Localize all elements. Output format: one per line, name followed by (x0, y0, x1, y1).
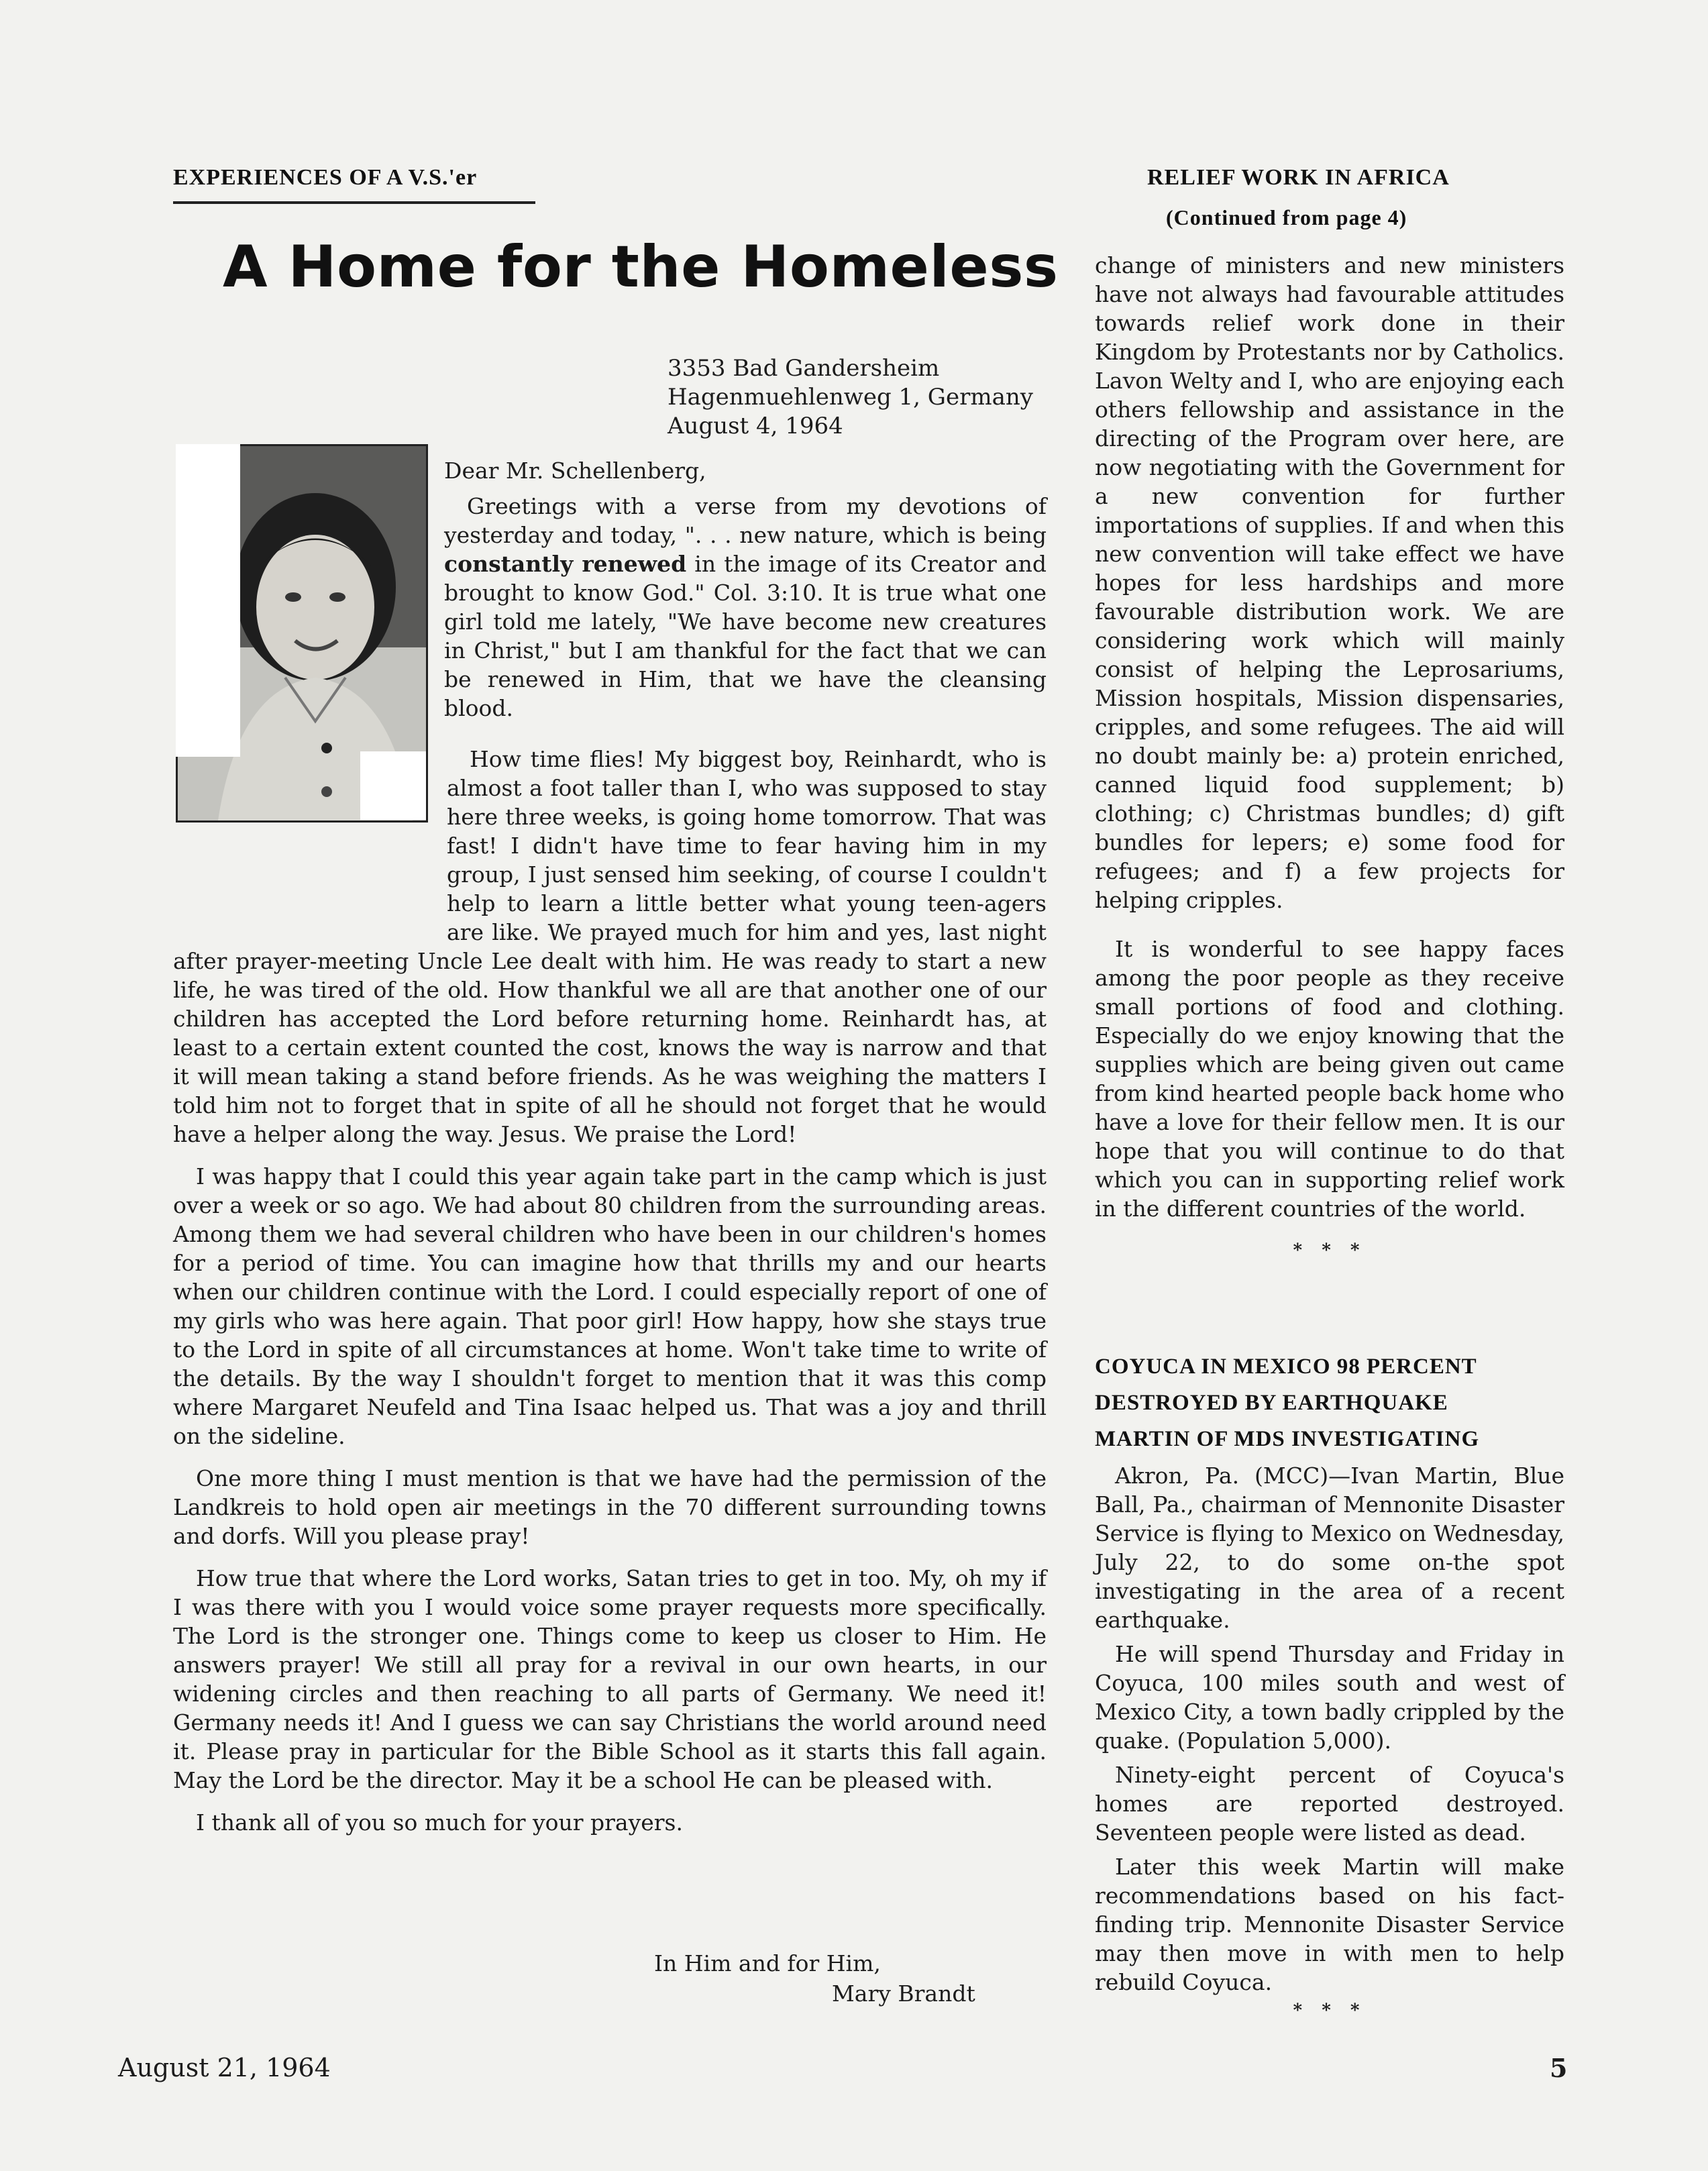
paragraph: I was happy that I could this year again take part in the camp which is just over a week or so ago. We had about 80 children from the surrounding areas. Among them we had several children who have been in our children's homes for a period of time. You can imagine how that thrills my and our hearts when our children continue with the Lord. I could especially report of one of my girls who was here again. That poor girl! How happy, how she stays true to the Lord in spite of all circumstances at home. Won't take time to write of the details. By the way I shouldn't forget to mention that it was this comp where Margaret Neufeld and Tina Isaac helped us. That was a joy and thrill on the sideline. (173, 1163, 1047, 1449)
signature: Mary Brandt (832, 1980, 975, 2007)
paragraph: I thank all of you so much for your prayers. (196, 1809, 683, 1836)
paragraph: Ninety-eight percent of Coyuca's homes are reported destroyed. Seventeen people were listed as dead. (1095, 1762, 1564, 1846)
section-divider-stars: * * * (1293, 2001, 1367, 2021)
right-subheading: (Continued from page 4) (1166, 205, 1407, 229)
paragraph-text: in the image of its Creator and brought to know God." Col. 3:10. It is true what one girl told me lately, "We have become new creatures in Christ," but I am thankful for the fact that we can be renewed in Him, that we have the cleansing blood. (444, 551, 1047, 721)
letter-body-top (444, 456, 1047, 723)
paragraph: Akron, Pa. (MCC)—Ivan Martin, Blue Ball, Pa., chairman of Mennonite Disaster Service is flying to Mexico on Wednesday, July 22, to do some on-the spot investigating in the area of a recent earthquake. (1095, 1463, 1564, 1633)
page-number: 5 (1550, 2053, 1568, 2083)
section-rule (173, 201, 535, 204)
paragraph: It is wonderful to see happy faces among the poor people as they receive small portions of food and clothing. Especially do we enjoy knowing that the supplies which are being given out came from kind hearted people back home who have a love for their fellow men. It is our hope that you will continue to do that which you can in supporting relief work in the different countries of the world. (1095, 936, 1564, 1222)
salutation: Dear Mr. Schellenberg, (444, 458, 706, 484)
closing: In Him and for Him, (654, 1950, 881, 1976)
heading-line: MARTIN OF MDS INVESTIGATING (1095, 1427, 1480, 1451)
address-line: August 4, 1964 (668, 413, 843, 439)
heading-line: DESTROYED BY EARTHQUAKE (1095, 1391, 1448, 1415)
coyuca-article-body (1095, 1461, 1564, 2025)
footer-date: August 21, 1964 (118, 2053, 331, 2082)
paragraph: Later this week Martin will make recommendations based on his fact-finding trip. Mennonite Disaster Service may then move in with men to help rebuild Coyuca. (1095, 1854, 1564, 1995)
paragraph (444, 492, 1047, 723)
redaction-block (176, 444, 240, 757)
photo-wrap-spacer (173, 745, 447, 939)
paragraph: change of ministers and new ministers have not always had favourable attitudes towards relief work done in their Kingdom by Protestants nor by Catholics. Lavon Welty and I, who are enjoying each others fellowship and assistance in the directing of the Program over here, are now negotiating with the Government for a new convention for further importations of supplies. If and when this new convention will take effect we have hopes for less hardships and more favourable distribution work. We are considering work which will mainly consist of helping the Leprosariums, Mission hospitals, Mission dispensaries, cripples, and some refugees. The aid will no doubt mainly be: a) protein enriched, canned liquid food supplement; b) clothing; c) Christmas bundles; d) gift bundles for lepers; e) some food for refugees; and f) a few projects for helping cripples. (1095, 252, 1564, 913)
coyuca-heading (1095, 1348, 1479, 1457)
address-line: 3353 Bad Gandersheim (668, 355, 940, 382)
paragraph-text: Greetings with a verse from my devotions of yesterday and today, ". . . new nature, which is being (444, 493, 1047, 548)
sender-address (668, 354, 1033, 441)
section-label: EXPERIENCES OF A V.S.'er (173, 165, 478, 190)
heading-line: COYUCA IN MEXICO 98 PERCENT (1095, 1355, 1477, 1379)
paragraph: How time flies! My biggest boy, Reinhardt, who is almost a foot taller than I, who was supposed to stay here three weeks, is going home tomorrow. That was fast! I didn't have time to fear having him in my group, I just sensed him seeking, of course I couldn't help to learn a little better what young teen-agers are like. We prayed much for him and yes, last night after prayer-meeting Uncle Lee dealt with him. He was ready to start a new life, he was tired of the old. How thankful we all are that another one of our children has accepted the Lord before returning home. Reinhardt has, at least to a certain extent counted the cost, knows the way is narrow and that it will mean taking a stand before friends. As he was weighing the matters I told him not to forget that in spite of all he should not forget that he would have a helper along the way. Jesus. We praise the Lord! (173, 746, 1047, 1147)
paragraph: One more thing I must mention is that we have had the permission of the Landkreis to hold open air meetings in the 70 different surrounding towns and dorfs. Will you please pray! (173, 1465, 1047, 1549)
paragraph: He will spend Thursday and Friday in Coyuca, 100 miles south and west of Mexico City, a town badly crippled by the quake. (Population 5,000). (1095, 1641, 1564, 1754)
letter-body-main (173, 745, 1047, 1837)
relief-article-body (1095, 251, 1564, 1265)
right-heading: RELIEF WORK IN AFRICA (1147, 165, 1450, 190)
article-title: A Home for the Homeless (223, 233, 1059, 301)
paragraph: How true that where the Lord works, Satan tries to get in too. My, oh my if I was there with you I would voice some prayer requests more specifically. The Lord is the stronger one. Things come to keep us closer to Him. He answers prayer! We still all pray for a revival in our own hearts, in our widening circles and then reaching to all parts of Germany. We need it! Germany needs it! And I guess we can say Christians the world around need it. Please pray in particular for the Bible School as it starts this fall again. May the Lord be the director. May it be a school He can be pleased with. (173, 1565, 1047, 1793)
address-line: Hagenmuehlenweg 1, Germany (668, 384, 1033, 411)
section-divider-stars: * * * (1293, 1240, 1367, 1261)
bold-phrase: constantly renewed (444, 551, 687, 577)
